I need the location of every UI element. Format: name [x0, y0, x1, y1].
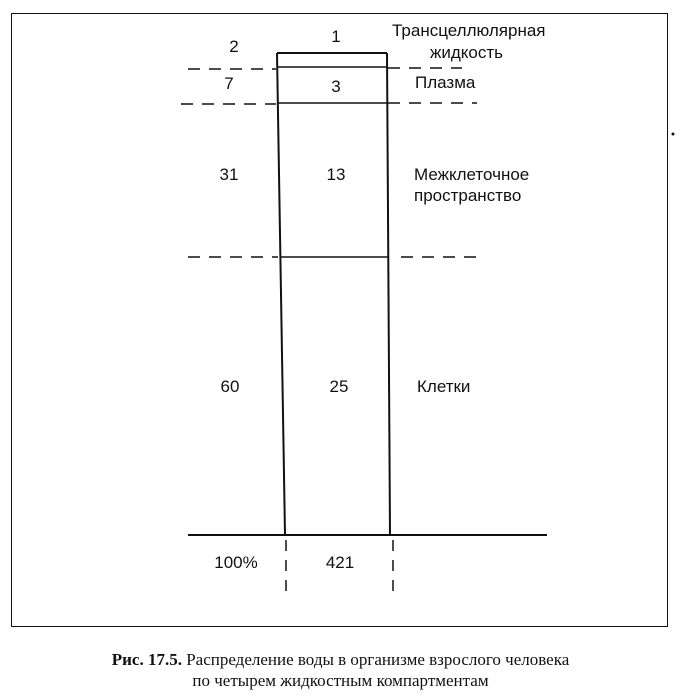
- transcellular-label-line1: Трансцеллюлярная: [392, 21, 546, 40]
- cells-liters: 25: [329, 377, 349, 396]
- caption-text2: по четырем жидкостным компартментам: [192, 671, 489, 690]
- cells-label: Клетки: [417, 377, 471, 396]
- plasma-percent: 7: [224, 74, 234, 93]
- caption-text1: Распределение воды в организме взрослого человека: [186, 650, 570, 669]
- column-right-edge: [387, 53, 390, 535]
- interstitial-liters: 13: [326, 165, 346, 184]
- interstitial-label-line2: пространство: [414, 186, 522, 205]
- interstitial-percent: 31: [219, 165, 239, 184]
- figure-caption: [0, 649, 681, 691]
- caption-label: Рис. 17.5.: [111, 650, 182, 669]
- plasma-liters: 3: [331, 77, 341, 96]
- transcellular-percent: 2: [229, 37, 239, 56]
- total-liters: 421: [325, 553, 355, 572]
- caption-line1: [0, 649, 681, 670]
- cells-percent: 60: [220, 377, 240, 396]
- transcellular-label-line2: жидкость: [430, 43, 504, 62]
- total-percent: 100%: [214, 553, 258, 572]
- column-left-edge: [277, 53, 285, 535]
- transcellular-liters: 1: [331, 27, 341, 46]
- interstitial-label-line1: Межклеточное: [414, 165, 530, 184]
- plasma-label: Плазма: [415, 73, 476, 92]
